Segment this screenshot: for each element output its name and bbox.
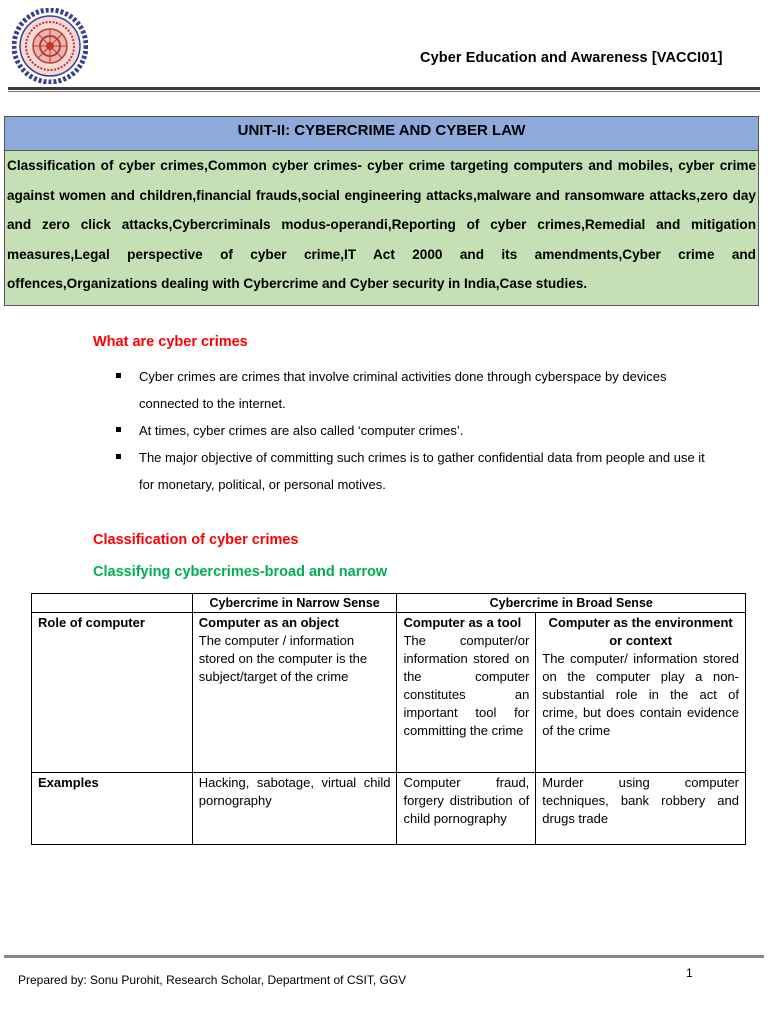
header-broad-sense: Cybercrime in Broad Sense bbox=[397, 594, 746, 613]
header-empty-cell bbox=[32, 594, 193, 613]
environment-role-text: The computer/ information stored on the computer play a non- substantial role in the act of crime, but does contain evidence of the crime bbox=[542, 651, 739, 738]
classification-table bbox=[31, 593, 746, 845]
footer-prepared-by: Prepared by: Sonu Purohit, Research Scholar, Department of CSIT, GGV bbox=[18, 973, 407, 987]
university-logo bbox=[12, 8, 88, 84]
tool-role-title: Computer as a tool bbox=[403, 615, 522, 630]
cell-narrow-examples: Hacking, sabotage, virtual child pornography bbox=[192, 773, 397, 845]
environment-role-title: Computer as the environment or context bbox=[548, 615, 733, 648]
header-divider-thin bbox=[8, 91, 760, 92]
what-are-cyber-crimes-heading: What are cyber crimes bbox=[93, 334, 248, 350]
table-header-row bbox=[32, 594, 746, 613]
narrow-role-title: Computer as an object bbox=[198, 615, 339, 630]
unit-title: UNIT-II: CYBERCRIME AND CYBER LAW bbox=[5, 117, 758, 151]
cell-narrow-role bbox=[192, 613, 397, 773]
page-number: 1 bbox=[686, 966, 693, 980]
list-item: Cyber crimes are crimes that involve criminal activities done through cyberspace by devices connected to the internet. bbox=[115, 363, 715, 417]
list-item: At times, cyber crimes are also called ‘computer crimes’. bbox=[115, 417, 715, 444]
header-narrow-sense: Cybercrime in Narrow Sense bbox=[192, 594, 397, 613]
tool-role-text: The computer/or information stored on the computer constitutes an important tool for committing the crime bbox=[403, 633, 530, 738]
row-label-examples: Examples bbox=[32, 773, 193, 845]
row-label-role: Role of computer bbox=[32, 613, 193, 773]
classification-heading: Classification of cyber crimes bbox=[93, 532, 299, 548]
footer-divider bbox=[4, 955, 764, 958]
cyber-crime-definition-list bbox=[115, 363, 715, 498]
cell-tool-examples: Computer fraud, forgery distribution of child pornography bbox=[397, 773, 536, 845]
cell-environment-role bbox=[536, 613, 746, 773]
unit-syllabus: Classification of cyber crimes,Common cyber crimes- cyber crime targeting computers and mobiles, cyber crime against women and children,financial frauds,social engineering attacks,malware and ransomware attacks,zero day and zero click attacks,Cybercriminals modus-operandi,Reporting of cyber crimes,Remedial and mitigation measures,Legal perspective of cyber crime,IT Act 2000 and its amendments,Cyber crime and offences,Organizations dealing with Cybercrime and Cyber security in India,Case studies. bbox=[5, 151, 758, 305]
cell-tool-role bbox=[397, 613, 536, 773]
narrow-role-text: The computer / information stored on the computer is the subject/target of the crime bbox=[198, 633, 368, 684]
cell-environment-examples: Murder using computer techniques, bank robbery and drugs trade bbox=[536, 773, 746, 845]
list-item: The major objective of committing such crimes is to gather confidential data from people and use it for monetary, political, or personal motives. bbox=[115, 444, 715, 498]
table-row bbox=[32, 773, 746, 845]
table-row bbox=[32, 613, 746, 773]
header-divider bbox=[8, 87, 760, 90]
classifying-subheading: Classifying cybercrimes-broad and narrow bbox=[93, 564, 388, 580]
course-title: Cyber Education and Awareness [VACCI01] bbox=[420, 50, 723, 66]
unit-box bbox=[4, 116, 759, 306]
